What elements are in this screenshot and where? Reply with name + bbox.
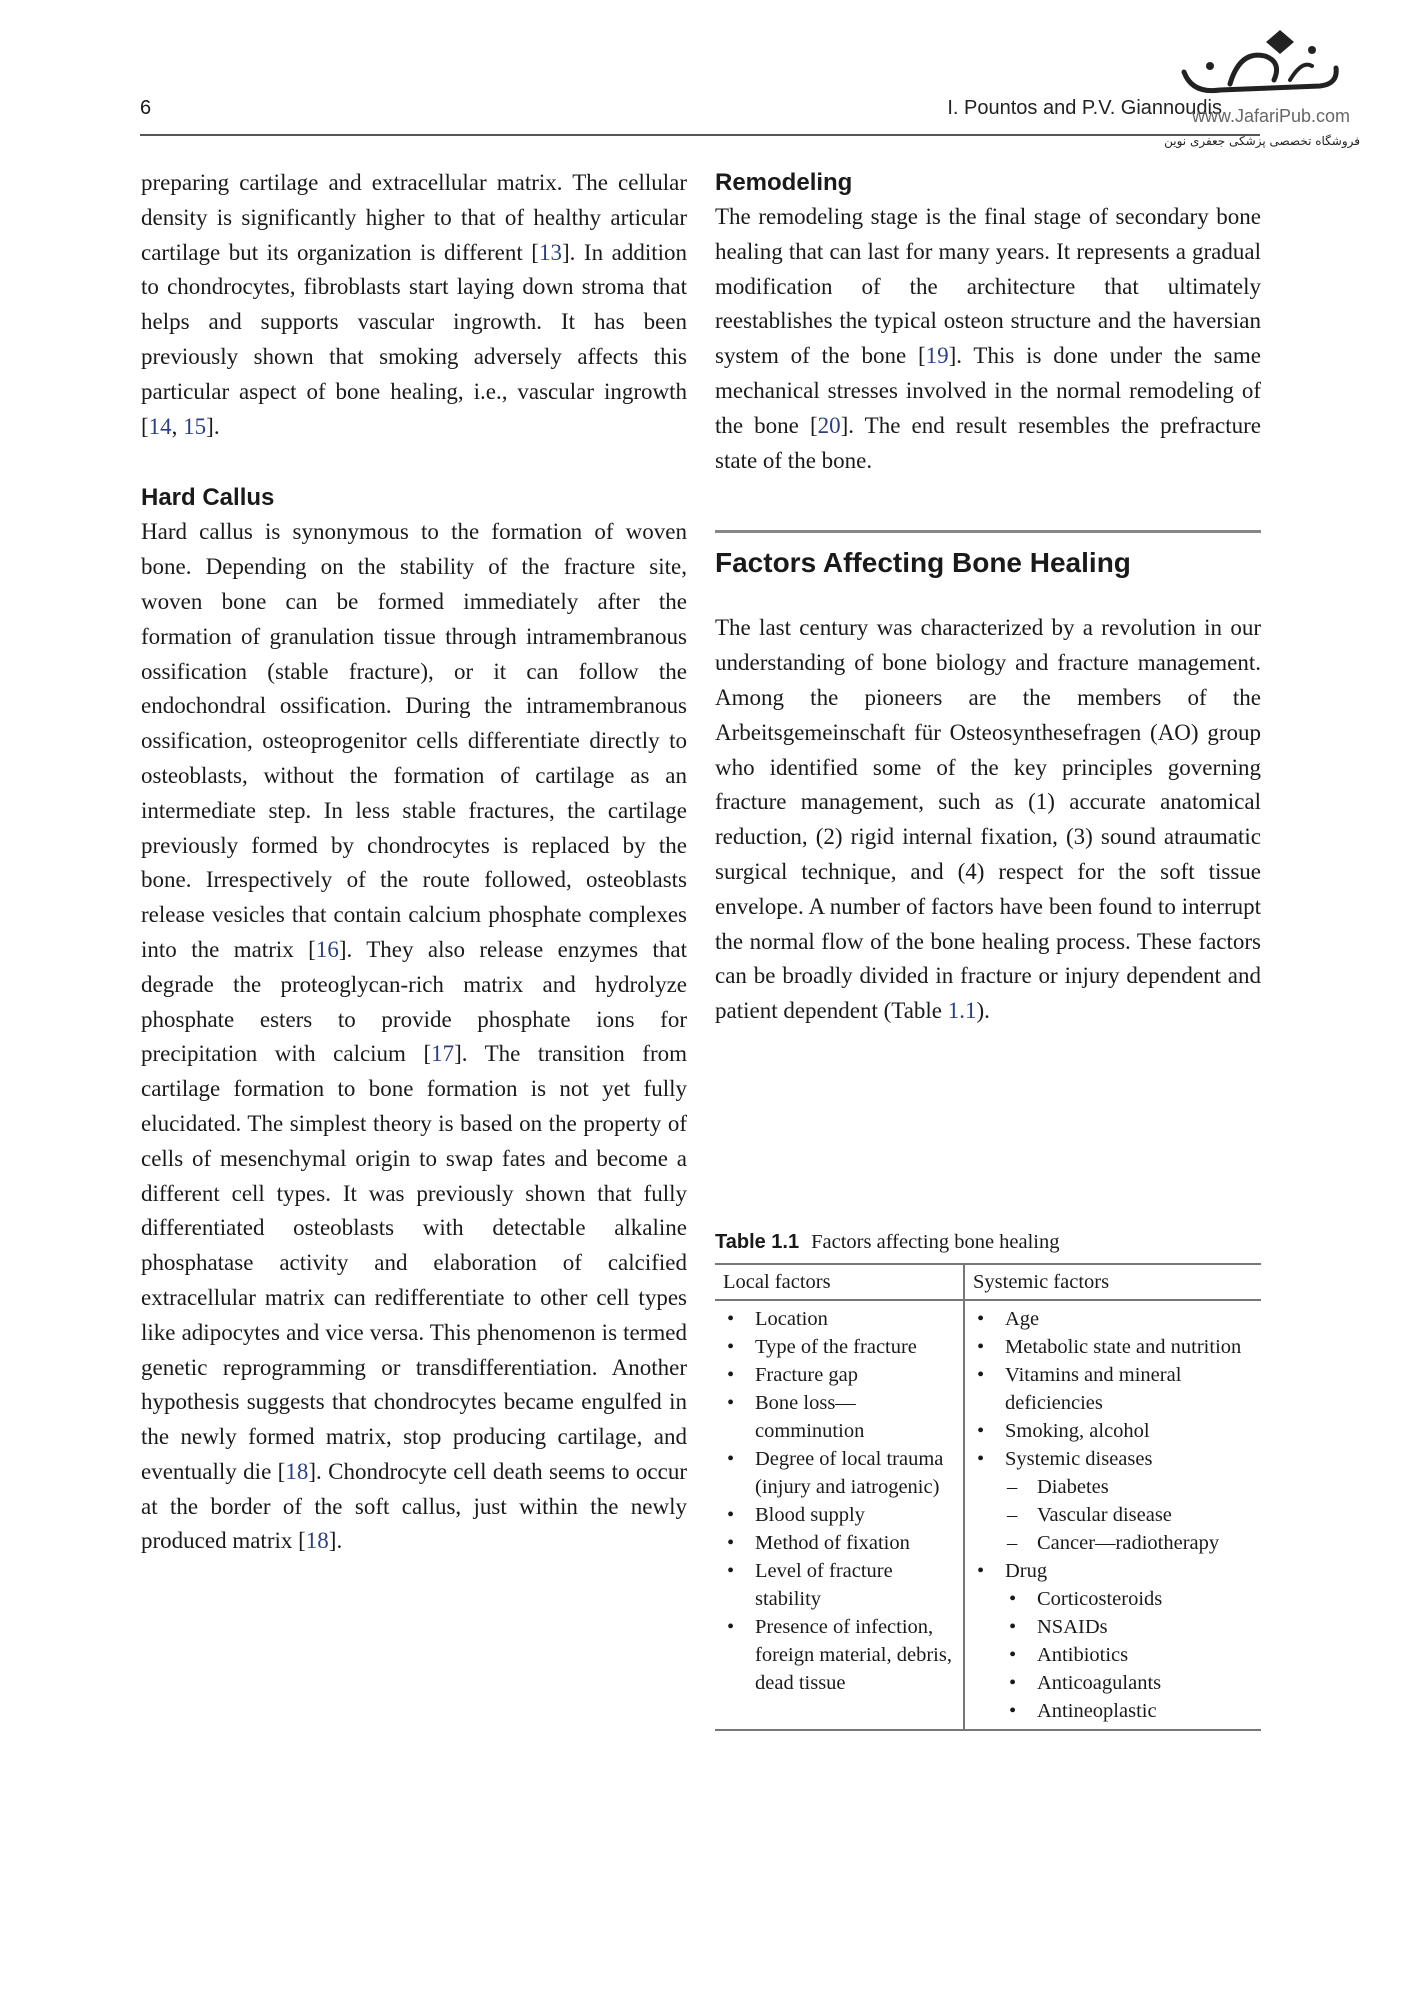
list-item: • Level of fracture stability [721, 1557, 957, 1613]
section-heading-factors: Factors Affecting Bone Healing [715, 547, 1131, 579]
watermark-tagline: فروشگاه تخصصی پزشکی جعفری نوین [1164, 134, 1360, 148]
list-item: • Systemic diseases [971, 1445, 1255, 1473]
systemic-factors-cell [964, 1300, 1261, 1730]
table-label: Table 1.1 [715, 1231, 800, 1253]
list-item: • Type of the fracture [721, 1333, 957, 1361]
text-run: , [171, 413, 184, 439]
list-item: • Smoking, alcohol [971, 1417, 1255, 1445]
table-reference-link[interactable]: 1.1 [947, 998, 977, 1024]
spacer [141, 444, 687, 481]
section-rule [715, 530, 1261, 533]
text-run: preparing cartilage and extracellular matrix. The cellular density is significantly higher to that of healthy articular cartilage but its organization is different [ [141, 170, 687, 265]
list-item: • Metabolic state and nutrition [971, 1333, 1255, 1361]
list-item: • Drug [971, 1557, 1255, 1585]
calligraphy-logo-icon [1170, 20, 1350, 110]
page-number: 6 [140, 97, 152, 119]
sub-list-item: – Cancer—radiotherapy [971, 1529, 1255, 1557]
text-run: ]. The transition from cartilage formation to bone formation is not yet fully elucidated. The simplest theory is based on the property of cells of mesenchymal origin to swap fates and become a different cell types. It was previously shown that fully differentiated osteoblasts with detectable alkaline phosphatase activity and elaboration of calcified extracellular matrix can redifferentiate to other cell types like adipocytes and vice versa. This phenomenon is termed genetic reprogramming or transdifferentiation. Another hypothesis suggests that chondrocytes became engulfed in the newly formed matrix, stop producing cartilage, and eventually die [ [141, 1041, 687, 1484]
list-item: • Location [721, 1305, 957, 1333]
text-run: ]. In addition to chondrocytes, fibroblasts start laying down stroma that helps and supports vascular ingrowth. It has been previously shown that smoking adversely affects this particular aspect of bone healing, i.e., vascular ingrowth [ [141, 239, 687, 439]
text-run: ]. The end result resembles the prefracture state of the bone. [715, 412, 1262, 473]
citation-link[interactable]: 19 [925, 343, 949, 369]
table-caption-text: Factors affecting bone healing [811, 1231, 1060, 1253]
text-run: ]. [206, 413, 220, 439]
text-run: ]. This is done under the same mechanical stresses involved in the normal remodeling of the bone [ [715, 343, 1261, 438]
citation-link[interactable]: 18 [285, 1458, 309, 1484]
text-run: The last century was characterized by a revolution in our understanding of bone biology and fracture management. Among the pioneers are the members of the Arbeitsgemeinschaft für Osteosynthesefragen (AO) group who identified some of the key principles governing fracture management, such as (1) accurate anatomical reduction, (2) rigid internal fixation, (3) sound atraumatic surgical technique, and (4) respect for the soft tissue envelope. A number of factors have been found to interrupt the normal flow of the bone healing process. These factors can be broadly divided in fracture or injury dependent and patient dependent (Table [715, 615, 1261, 1024]
section-heading-hard-callus: Hard Callus [141, 484, 275, 512]
text-run: ]. Chondrocyte cell death seems to occur at the border of the soft callus, just within the newly produced matrix [ [141, 1458, 687, 1554]
text-run: ]. [328, 1528, 343, 1554]
sub-list-item: • Antineoplastic [971, 1697, 1255, 1725]
column-header-local: Local factors [715, 1264, 964, 1300]
list-item: • Age [971, 1305, 1255, 1333]
citation-link[interactable]: 14 [148, 413, 172, 439]
running-head-authors: I. Pountos and P.V. Giannoudis [947, 97, 1222, 119]
section-heading-remodeling: Remodeling [715, 169, 853, 196]
table-caption [715, 1227, 1261, 1257]
citation-link[interactable]: 20 [817, 412, 841, 438]
list-item: • Method of fixation [721, 1529, 957, 1557]
list-item: • Fracture gap [721, 1361, 957, 1389]
publisher-watermark [1160, 20, 1360, 160]
text-run: The remodeling stage is the final stage of secondary bone healing that can last for many years. It represents a gradual modification of the architecture that ultimately reestablishes the typical osteon structure and the haversian system of the bone [ [715, 204, 1261, 369]
sub-list-item: – Diabetes [971, 1473, 1255, 1501]
sub-list-item: • Anticoagulants [971, 1669, 1255, 1697]
list-item: • Vitamins and mineral deficiencies [971, 1361, 1255, 1417]
citation-link[interactable]: 17 [431, 1041, 455, 1067]
header-rule [140, 134, 1260, 136]
spacer [715, 583, 1261, 611]
list-item: • Bone loss—comminution [721, 1389, 957, 1445]
watermark-site: www.JafariPub.com [1191, 106, 1350, 126]
right-column [715, 166, 1261, 1029]
text-run: ). [976, 998, 990, 1024]
body-paragraph [715, 611, 1261, 1029]
local-factors-cell [715, 1300, 964, 1730]
sub-list-item: • Antibiotics [971, 1641, 1255, 1669]
body-paragraph [141, 515, 687, 1559]
list-item: • Degree of local trauma (injury and iatrogenic) [721, 1445, 957, 1501]
list-item: • Blood supply [721, 1501, 957, 1529]
text-run: ]. They also release enzymes that degrade the proteoglycan-rich matrix and hydrolyze phosphate esters to provide phosphate ions for precipitation with calcium [ [141, 936, 687, 1067]
citation-link[interactable]: 13 [538, 239, 562, 265]
column-header-systemic: Systemic factors [964, 1264, 1261, 1300]
body-paragraph [715, 200, 1261, 478]
left-column [141, 166, 687, 1559]
text-run: Hard callus is synonymous to the formation of woven bone. Depending on the stability of the fracture site, woven bone can be formed immediately after the formation of granulation tissue through intramembranous ossification (stable fracture), or it can follow the endochondral ossification. During the intramembranous ossification, osteoprogenitor cells differentiate directly to osteoblasts, without the formation of cartilage as an intermediate step. In less stable fractures, the cartilage previously formed by chondrocytes is replaced by the bone. Irrespectively of the route followed, osteoblasts release vesicles that contain calcium phosphate complexes into the matrix [ [141, 519, 687, 962]
body-paragraph [141, 166, 687, 444]
citation-link[interactable]: 18 [305, 1528, 329, 1554]
citation-link[interactable]: 15 [183, 413, 207, 439]
sub-list-item: • NSAIDs [971, 1613, 1255, 1641]
table-1-1 [715, 1227, 1261, 1731]
sub-list-item: • Corticosteroids [971, 1585, 1255, 1613]
factors-table [715, 1263, 1261, 1731]
citation-link[interactable]: 16 [315, 936, 339, 962]
list-item: • Presence of infection, foreign material, debris, dead tissue [721, 1613, 957, 1697]
sub-list-item: – Vascular disease [971, 1501, 1255, 1529]
